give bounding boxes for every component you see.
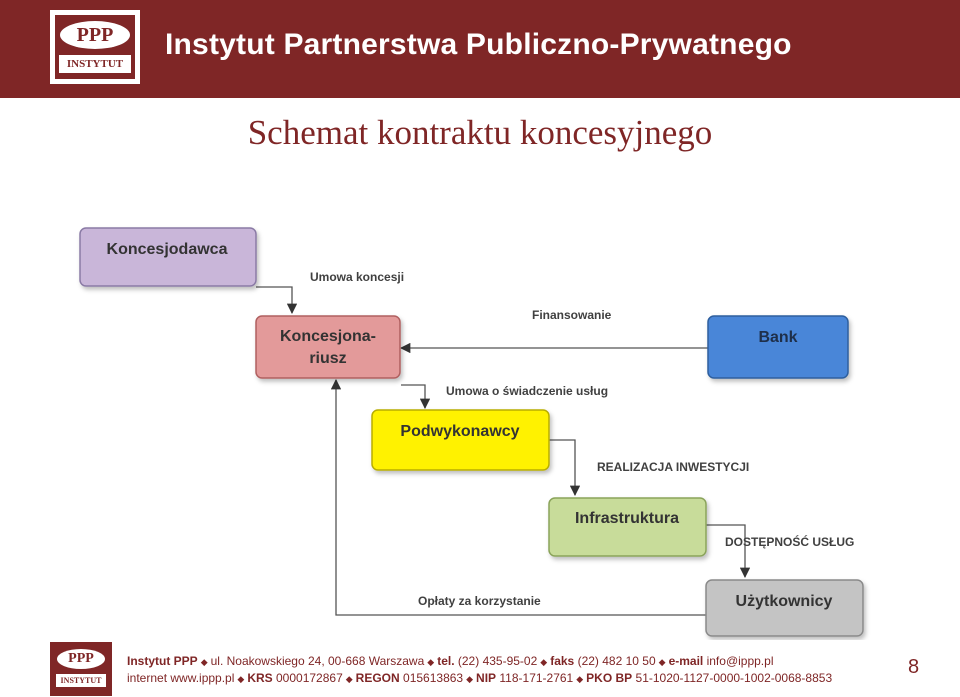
page-number: 8 (908, 656, 920, 678)
node-infrastructure-label: Infrastruktura (574, 510, 680, 527)
node-concedent-label: Koncesjodawca (106, 241, 228, 258)
node-concedent (80, 228, 256, 286)
footer-fax-label: faks (550, 654, 575, 668)
footer-contact-line (127, 654, 773, 668)
edge-service-availability (706, 525, 745, 577)
footer-krs-label: KRS (247, 671, 273, 685)
footer-regon: 015613863 (403, 671, 464, 685)
footer-nip-label: NIP (476, 671, 497, 685)
header-bar (0, 0, 960, 98)
logo-ppp-text: PPP (60, 21, 130, 49)
footer-address: ul. Noakowskiego 24, 00-668 Warszawa (210, 654, 425, 668)
header-title: Instytut Partnerstwa Publiczno-Prywatnego (165, 28, 792, 61)
footer-pko: 51-1020-1127-0000-1002-0068-8853 (635, 671, 833, 685)
separator-diamond-icon: ◆ (466, 674, 474, 684)
separator-diamond-icon: ◆ (427, 657, 435, 667)
separator-diamond-icon: ◆ (345, 674, 353, 684)
label-investment: REALIZACJA INWESTYCJI (597, 460, 750, 474)
footer-logo (50, 642, 112, 696)
label-financing: Finansowanie (532, 308, 612, 322)
edge-concession-agreement (256, 287, 292, 313)
institute-logo (50, 10, 140, 84)
node-subcontractor (372, 410, 549, 470)
label-user-fees: Opłaty za korzystanie (418, 594, 541, 608)
footer-email-label: e-mail (668, 654, 704, 668)
edge-service-agreement (401, 385, 425, 408)
node-concessionaire-label-line1: Koncesjona- (279, 328, 377, 345)
footer-tel: (22) 435-95-02 (457, 654, 538, 668)
separator-diamond-icon: ◆ (237, 674, 245, 684)
footer-regon-label: REGON (355, 671, 400, 685)
node-bank (708, 316, 848, 378)
node-users-label: Użytkownicy (735, 593, 833, 610)
footer-krs: 0000172867 (276, 671, 343, 685)
node-concessionaire-label-line2: riusz (309, 350, 347, 367)
node-subcontractor-label: Podwykonawcy (400, 423, 520, 440)
footer-org: Instytut PPP (127, 654, 198, 668)
node-users (706, 580, 863, 636)
node-bank-label: Bank (758, 329, 798, 346)
separator-diamond-icon: ◆ (658, 657, 666, 667)
footer-logo-ppp: PPP (57, 649, 105, 669)
node-concessionaire (256, 316, 400, 378)
logo-institute-text: INSTYTUT (59, 55, 131, 73)
label-concession-agreement: Umowa koncesji (310, 270, 405, 284)
label-service-availability: DOSTĘPNOŚĆ USŁUG (725, 535, 855, 549)
footer-email[interactable]: info@ippp.pl (706, 654, 774, 668)
separator-diamond-icon: ◆ (200, 657, 208, 667)
label-service-agreement: Umowa o świadczenie usług (446, 384, 609, 398)
footer-registry-line (127, 671, 832, 685)
separator-diamond-icon: ◆ (540, 657, 548, 667)
footer-tel-label: tel. (437, 654, 455, 668)
concession-contract-diagram (0, 200, 960, 640)
separator-diamond-icon: ◆ (576, 674, 584, 684)
footer-internet[interactable]: internet www.ippp.pl (127, 671, 235, 685)
slide-title: Schemat kontraktu koncesyjnego (247, 113, 713, 152)
footer-fax: (22) 482 10 50 (577, 654, 656, 668)
footer-pko-label: PKO BP (586, 671, 633, 685)
node-infrastructure (549, 498, 706, 556)
edge-investment (549, 440, 575, 495)
footer-logo-institute: INSTYTUT (56, 674, 106, 687)
footer-nip: 118-171-2761 (499, 671, 574, 685)
